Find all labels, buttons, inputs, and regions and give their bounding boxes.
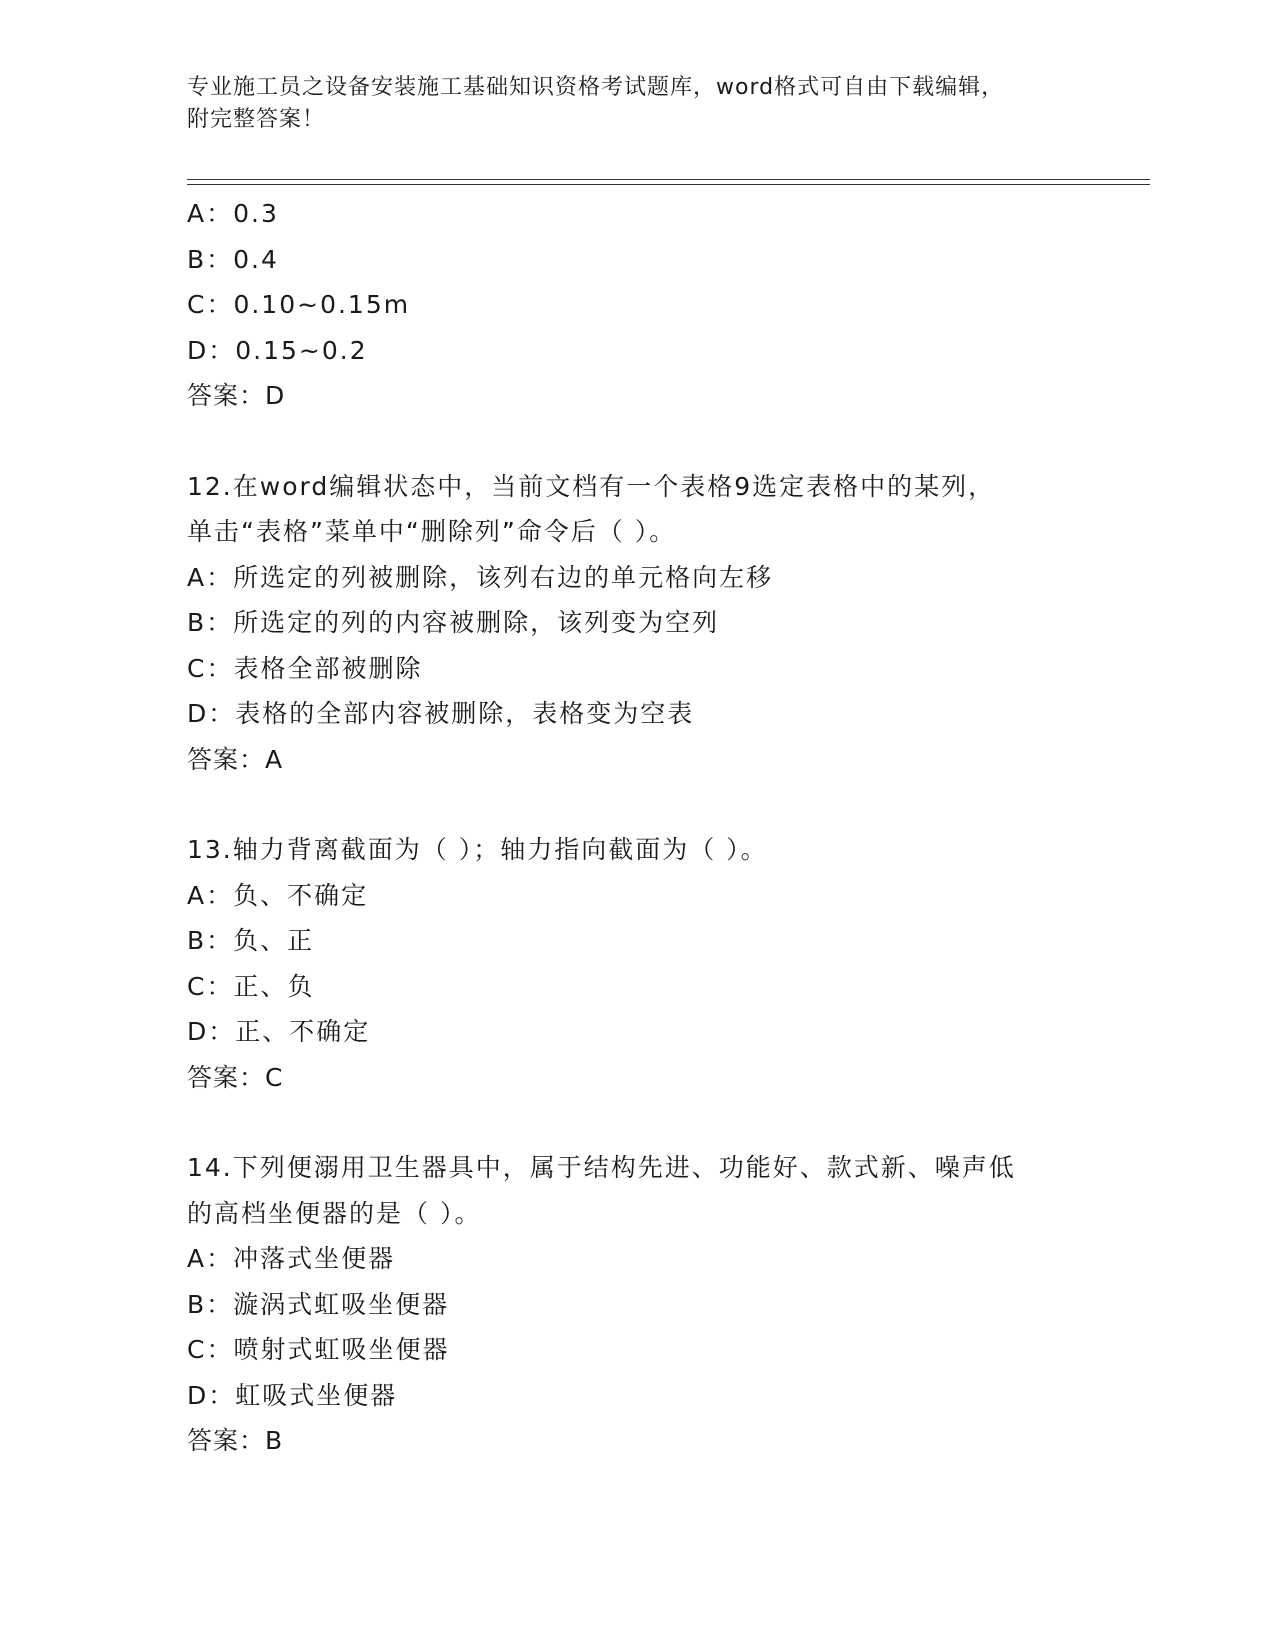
option-d: D：正、不确定 xyxy=(187,1017,371,1046)
header-divider-bottom xyxy=(187,184,1150,185)
question-text-line-2: 单击“表格”菜单中“删除列”命令后（ ）。 xyxy=(187,517,677,546)
option-b: B：负、正 xyxy=(187,926,315,955)
question-block-11 xyxy=(187,191,1087,419)
option-c: C：喷射式虹吸坐便器 xyxy=(187,1335,450,1364)
option-d: D：虹吸式坐便器 xyxy=(187,1380,398,1410)
option-c: C：正、负 xyxy=(187,971,315,1001)
header-divider-top xyxy=(187,179,1150,180)
answer-line: 答案：A xyxy=(187,744,284,774)
option-b: B：漩涡式虹吸坐便器 xyxy=(187,1289,450,1319)
header-line-2: 附完整答案！ xyxy=(187,107,326,132)
option-d: D：0.15~0.2 xyxy=(187,335,368,365)
option-a: A：0.3 xyxy=(187,199,279,228)
answer-line: 答案：B xyxy=(187,1426,284,1455)
question-text-line-1: 13.轴力背离截面为（ ）；轴力指向截面为（ ）。 xyxy=(187,835,768,864)
question-text-line-2: 的高档坐便器的是（ ）。 xyxy=(187,1198,482,1228)
option-a: A：冲落式坐便器 xyxy=(187,1244,396,1273)
option-b: B：所选定的列的内容被删除，该列变为空列 xyxy=(187,608,720,637)
option-c: C：表格全部被删除 xyxy=(187,653,423,683)
option-a: A：所选定的列被删除，该列右边的单元格向左移 xyxy=(187,562,774,592)
document-header xyxy=(187,72,1087,136)
answer-line: 答案：C xyxy=(187,1062,284,1092)
question-text-line-1: 14.下列便溺用卫生器具中，属于结构先进、功能好、款式新、噪声低 xyxy=(187,1153,1016,1182)
option-b: B：0.4 xyxy=(187,244,279,274)
option-d: D：表格的全部内容被删除，表格变为空表 xyxy=(187,699,695,728)
question-block-14 xyxy=(187,1145,1087,1464)
question-list xyxy=(187,191,1087,1464)
question-text-line-1: 12.在word编辑状态中，当前文档有一个表格9选定表格中的某列， xyxy=(187,471,996,501)
answer-line: 答案：D xyxy=(187,381,286,410)
option-a: A：负、不确定 xyxy=(187,880,369,910)
question-block-13 xyxy=(187,827,1087,1100)
question-block-12 xyxy=(187,464,1087,783)
header-line-1: 专业施工员之设备安装施工基础知识资格考试题库，word格式可自由下载编辑， xyxy=(187,75,1005,100)
option-c: C：0.10~0.15m xyxy=(187,290,411,319)
